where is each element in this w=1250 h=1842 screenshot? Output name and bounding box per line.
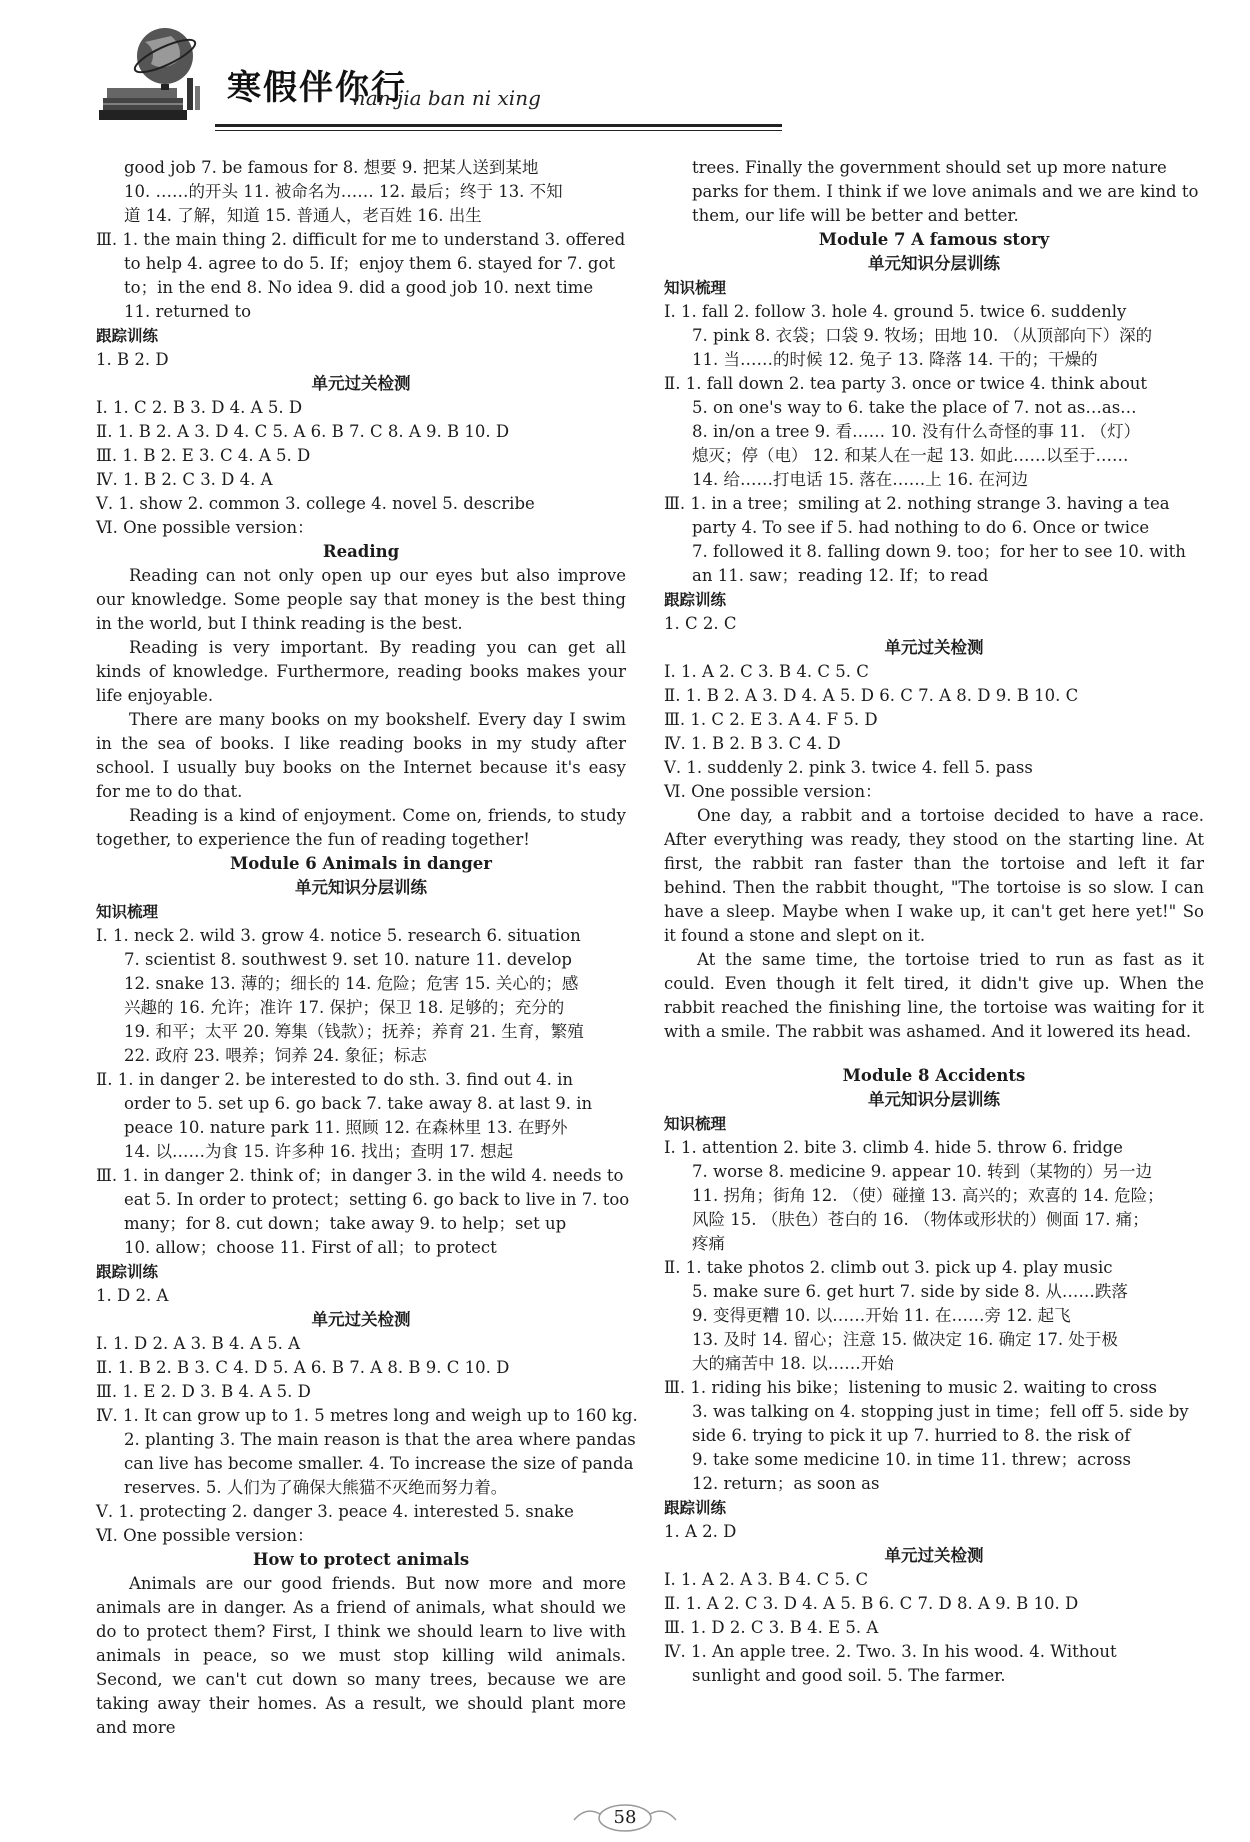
- answer-line: Ⅲ. 1. in a tree；smiling at 2. nothing strange 3. having a tea: [664, 494, 1170, 513]
- answer-line: Ⅴ. 1. protecting 2. danger 3. peace 4. interested 5. snake: [96, 1502, 574, 1521]
- answer-line: 道 14. 了解，知道 15. 普通人，老百姓 16. 出生: [124, 206, 482, 225]
- answer-line: 7. scientist 8. southwest 9. set 10. nature 11. develop: [124, 950, 572, 969]
- answer-line: 熄灭；停（电） 12. 和某人在一起 13. 如此……以至于……: [692, 446, 1129, 465]
- answer-line: Ⅴ. 1. show 2. common 3. college 4. novel 5. describe: [96, 494, 535, 513]
- answer-line: eat 5. In order to protect；setting 6. go back to live in 7. too: [124, 1190, 630, 1209]
- answer-line: Ⅱ. 1. fall down 2. tea party 3. once or twice 4. think about: [664, 374, 1148, 393]
- answer-line: Ⅳ. 1. B 2. B 3. C 4. D: [664, 734, 841, 753]
- answer-line: 5. make sure 6. get hurt 7. side by side 8. 从……跌落: [692, 1282, 1128, 1301]
- answer-line: 22. 政府 23. 喂养；饲养 24. 象征；标志: [124, 1046, 427, 1065]
- answer-line: 11. returned to: [124, 302, 252, 321]
- answer-line: 19. 和平；太平 20. 筹集（钱款）；抚养；养育 21. 生育，繁殖: [124, 1022, 584, 1041]
- subsection-label: 跟踪训练: [664, 1499, 727, 1517]
- section-heading: 单元过关检测: [884, 638, 984, 657]
- answer-line: Ⅵ. One possible version：: [664, 782, 882, 801]
- answer-line: 1. A 2. D: [664, 1522, 737, 1541]
- answer-line: 14. 以……为食 15. 许多种 16. 找出；查明 17. 想起: [124, 1142, 514, 1161]
- answer-line: 7. followed it 8. falling down 9. too；for her to see 10. with: [692, 542, 1186, 561]
- answer-line: 2. planting 3. The main reason is that the area where pandas: [124, 1430, 636, 1449]
- answer-line: order to 5. set up 6. go back 7. take away 8. at last 9. in: [124, 1094, 593, 1113]
- essay-paragraph: Reading can not only open up our eyes but also improve our knowledge. Some people say that money is the best thing in the world, but I think reading is the best.: [96, 566, 626, 633]
- subsection-label: 知识梳理: [96, 903, 159, 921]
- section-heading: Module 7 A famous story: [818, 230, 1050, 249]
- answer-line: Ⅰ. 1. D 2. A 3. B 4. A 5. A: [96, 1334, 301, 1353]
- section-heading: 单元知识分层训练: [868, 1090, 1000, 1109]
- answer-line: 兴趣的 16. 允许；准许 17. 保护；保卫 18. 足够的；充分的: [124, 998, 565, 1017]
- section-heading: 单元知识分层训练: [868, 254, 1000, 273]
- answer-line: 5. on one's way to 6. take the place of 7. not as…as…: [692, 398, 1137, 417]
- answer-line: 1. D 2. A: [96, 1286, 169, 1305]
- answer-line: Ⅱ. 1. B 2. B 3. C 4. D 5. A 6. B 7. A 8. B 9. C 10. D: [96, 1358, 510, 1377]
- section-heading: Module 8 Accidents: [842, 1066, 1026, 1085]
- answer-line: Ⅱ. 1. in danger 2. be interested to do sth. 3. find out 4. in: [96, 1070, 574, 1089]
- answer-line: Ⅲ. 1. E 2. D 3. B 4. A 5. D: [96, 1382, 311, 1401]
- answer-line: 疼痛: [692, 1234, 725, 1253]
- answer-line: Ⅵ. One possible version：: [96, 518, 314, 537]
- answer-line: reserves. 5. 人们为了确保大熊猫不灭绝而努力着。: [124, 1478, 508, 1497]
- answer-line: Ⅰ. 1. attention 2. bite 3. climb 4. hide 5. throw 6. fridge: [664, 1138, 1123, 1157]
- answer-line: an 11. saw；reading 12. If；to read: [692, 566, 989, 585]
- answer-line: to；in the end 8. No idea 9. did a good job 10. next time: [124, 278, 594, 297]
- section-heading: Module 6 Animals in danger: [229, 854, 493, 873]
- answer-line: Ⅰ. 1. neck 2. wild 3. grow 4. notice 5. research 6. situation: [96, 926, 581, 945]
- answer-line: 7. pink 8. 衣袋；口袋 9. 牧场；田地 10. （从顶部向下）深的: [692, 326, 1153, 345]
- answer-line: to help 4. agree to do 5. If；enjoy them 6. stayed for 7. got: [124, 254, 616, 273]
- essay-paragraph: One day, a rabbit and a tortoise decided to have a race. After everything was ready, they stood on the starting line. At first, the rabbit ran faster than the tortoise and left it far behind. Then the rabbit thought, "The tortoise is so slow. I can have a sleep. Maybe when I wake up, it can't get here yet!" So it found a stone and slept on it.: [664, 806, 1204, 945]
- section-heading: 单元过关检测: [311, 374, 411, 393]
- answer-line: Ⅳ. 1. An apple tree. 2. Two. 3. In his wood. 4. Without: [664, 1642, 1117, 1661]
- section-heading: 单元过关检测: [311, 1310, 411, 1329]
- essay-paragraph: Reading is very important. By reading you can get all kinds of knowledge. Furthermore, reading books makes your life enjoyable.: [96, 638, 626, 705]
- answer-line: Ⅱ. 1. B 2. A 3. D 4. C 5. A 6. B 7. C 8. A 9. B 10. D: [96, 422, 510, 441]
- essay-paragraph: At the same time, the tortoise tried to run as fast as it could. Even though it felt tired, it didn't give up. When the rabbit reached the finishing line, the tortoise was waiting for it with a smile. The rabbit was ashamed. And it lowered its head.: [664, 950, 1204, 1041]
- answer-line: Ⅱ. 1. A 2. C 3. D 4. A 5. B 6. C 7. D 8. A 9. B 10. D: [664, 1594, 1079, 1613]
- answer-line: 10. ……的开头 11. 被命名为…… 12. 最后；终于 13. 不知: [124, 182, 563, 201]
- answer-line: Ⅲ. 1. the main thing 2. difficult for me to understand 3. offered: [96, 230, 626, 249]
- answer-line: peace 10. nature park 11. 照顾 12. 在森林里 13. 在野外: [124, 1118, 568, 1137]
- answer-line: good job 7. be famous for 8. 想要 9. 把某人送到某地: [124, 158, 539, 177]
- answer-line: side 6. trying to pick it up 7. hurried to 8. the risk of: [692, 1426, 1131, 1445]
- answer-line: many；for 8. cut down；take away 9. to help；set up: [124, 1214, 567, 1233]
- subsection-label: 跟踪训练: [96, 1263, 159, 1281]
- spacer: [664, 1044, 1204, 1064]
- subsection-label: 跟踪训练: [96, 327, 159, 345]
- right-column: [664, 156, 1204, 1688]
- header-rule: [215, 124, 782, 127]
- answer-line: party 4. To see if 5. had nothing to do 6. Once or twice: [692, 518, 1150, 537]
- answer-line: sunlight and good soil. 5. The farmer.: [692, 1666, 1006, 1685]
- answer-line: 14. 给……打电话 15. 落在……上 16. 在河边: [692, 470, 1028, 489]
- header-pinyin: han jia ban ni xing: [353, 86, 541, 110]
- subsection-label: 跟踪训练: [664, 591, 727, 609]
- section-heading: How to protect animals: [252, 1550, 470, 1569]
- answer-line: Ⅰ. 1. C 2. B 3. D 4. A 5. D: [96, 398, 303, 417]
- answer-line: Ⅲ. 1. in danger 2. think of；in danger 3. in the wild 4. needs to: [96, 1166, 624, 1185]
- answer-line: 12. return；as soon as: [692, 1474, 880, 1493]
- page-header: [95, 20, 695, 132]
- answer-line: 3. was talking on 4. stopping just in time；fell off 5. side by: [692, 1402, 1189, 1421]
- answer-line: 1. B 2. D: [96, 350, 169, 369]
- answer-line: can live has become smaller. 4. To increase the size of panda: [124, 1454, 634, 1473]
- answer-line: Ⅲ. 1. D 2. C 3. B 4. E 5. A: [664, 1618, 879, 1637]
- answer-line: 10. allow；choose 11. First of all；to protect: [124, 1238, 497, 1257]
- answer-line: Ⅲ. 1. C 2. E 3. A 4. F 5. D: [664, 710, 878, 729]
- answer-line: 大的痛苦中 18. 以……开始: [692, 1354, 894, 1373]
- essay-paragraph: trees. Finally the government should set up more nature parks for them. I think if we love animals and we are kind to them, our life will be better and better.: [692, 158, 1199, 225]
- answer-line: Ⅳ. 1. B 2. C 3. D 4. A: [96, 470, 273, 489]
- answer-line: 1. C 2. C: [664, 614, 737, 633]
- answer-line: Ⅰ. 1. A 2. C 3. B 4. C 5. C: [664, 662, 869, 681]
- answer-line: Ⅲ. 1. B 2. E 3. C 4. A 5. D: [96, 446, 311, 465]
- answer-line: Ⅳ. 1. It can grow up to 1. 5 metres long and weigh up to 160 kg.: [96, 1406, 638, 1425]
- answer-line: Ⅰ. 1. fall 2. follow 3. hole 4. ground 5. twice 6. suddenly: [664, 302, 1127, 321]
- header-title: 寒假伴你行: [227, 68, 407, 108]
- answer-line: 8. in/on a tree 9. 看…… 10. 没有什么奇怪的事 11. （灯）: [692, 422, 1141, 441]
- answer-line: Ⅵ. One possible version：: [96, 1526, 314, 1545]
- answer-line: 12. snake 13. 薄的；细长的 14. 危险；危害 15. 关心的；感: [124, 974, 579, 993]
- answer-line: Ⅱ. 1. take photos 2. climb out 3. pick up 4. play music: [664, 1258, 1113, 1277]
- answer-line: 13. 及时 14. 留心；注意 15. 做决定 16. 确定 17. 处于极: [692, 1330, 1118, 1349]
- answer-line: 11. 拐角；街角 12. （使）碰撞 13. 高兴的；欢喜的 14. 危险；: [692, 1186, 1164, 1205]
- left-column: [96, 156, 638, 1740]
- answer-line: Ⅴ. 1. suddenly 2. pink 3. twice 4. fell 5. pass: [664, 758, 1033, 777]
- section-heading: 单元知识分层训练: [295, 878, 427, 897]
- subsection-label: 知识梳理: [664, 1115, 727, 1133]
- section-heading: 单元过关检测: [884, 1546, 984, 1565]
- answer-line: 风险 15. （肤色）苍白的 16. （物体或形状的）侧面 17. 痛；: [692, 1210, 1149, 1229]
- answer-line: 7. worse 8. medicine 9. appear 10. 转到（某物的）另一边: [692, 1162, 1152, 1181]
- answer-line: 9. take some medicine 10. in time 11. threw；across: [692, 1450, 1131, 1469]
- header-rule-thin: [215, 130, 782, 131]
- answer-line: Ⅱ. 1. B 2. A 3. D 4. A 5. D 6. C 7. A 8. D 9. B 10. C: [664, 686, 1079, 705]
- answer-line: Ⅲ. 1. riding his bike；listening to music 2. waiting to cross: [664, 1378, 1157, 1397]
- globe-and-books-icon: [95, 20, 220, 132]
- answer-line: 11. 当……的时候 12. 兔子 13. 降落 14. 干的；干燥的: [692, 350, 1098, 369]
- essay-paragraph: Animals are our good friends. But now more and more animals are in danger. As a friend of animals, what should we do to protect them? First, I think we should learn to live with animals in peace, so we must stop killing wild animals. Second, we can't cut down so many trees, because we are taking away their homes. As a result, we should plant more and more: [96, 1574, 626, 1737]
- answer-line: 9. 变得更糟 10. 以……开始 11. 在……旁 12. 起飞: [692, 1306, 1071, 1325]
- subsection-label: 知识梳理: [664, 279, 727, 297]
- essay-paragraph: There are many books on my bookshelf. Every day I swim in the sea of books. I like reading books in my study after school. I usually buy books on the Internet because it's easy for me to do that.: [96, 710, 626, 801]
- essay-paragraph: Reading is a kind of enjoyment. Come on, friends, to study together, to experience the fun of reading together!: [96, 806, 626, 849]
- answer-line: Ⅰ. 1. A 2. A 3. B 4. C 5. C: [664, 1570, 869, 1589]
- page-number: 58: [613, 1807, 637, 1828]
- section-heading: Reading: [322, 542, 400, 561]
